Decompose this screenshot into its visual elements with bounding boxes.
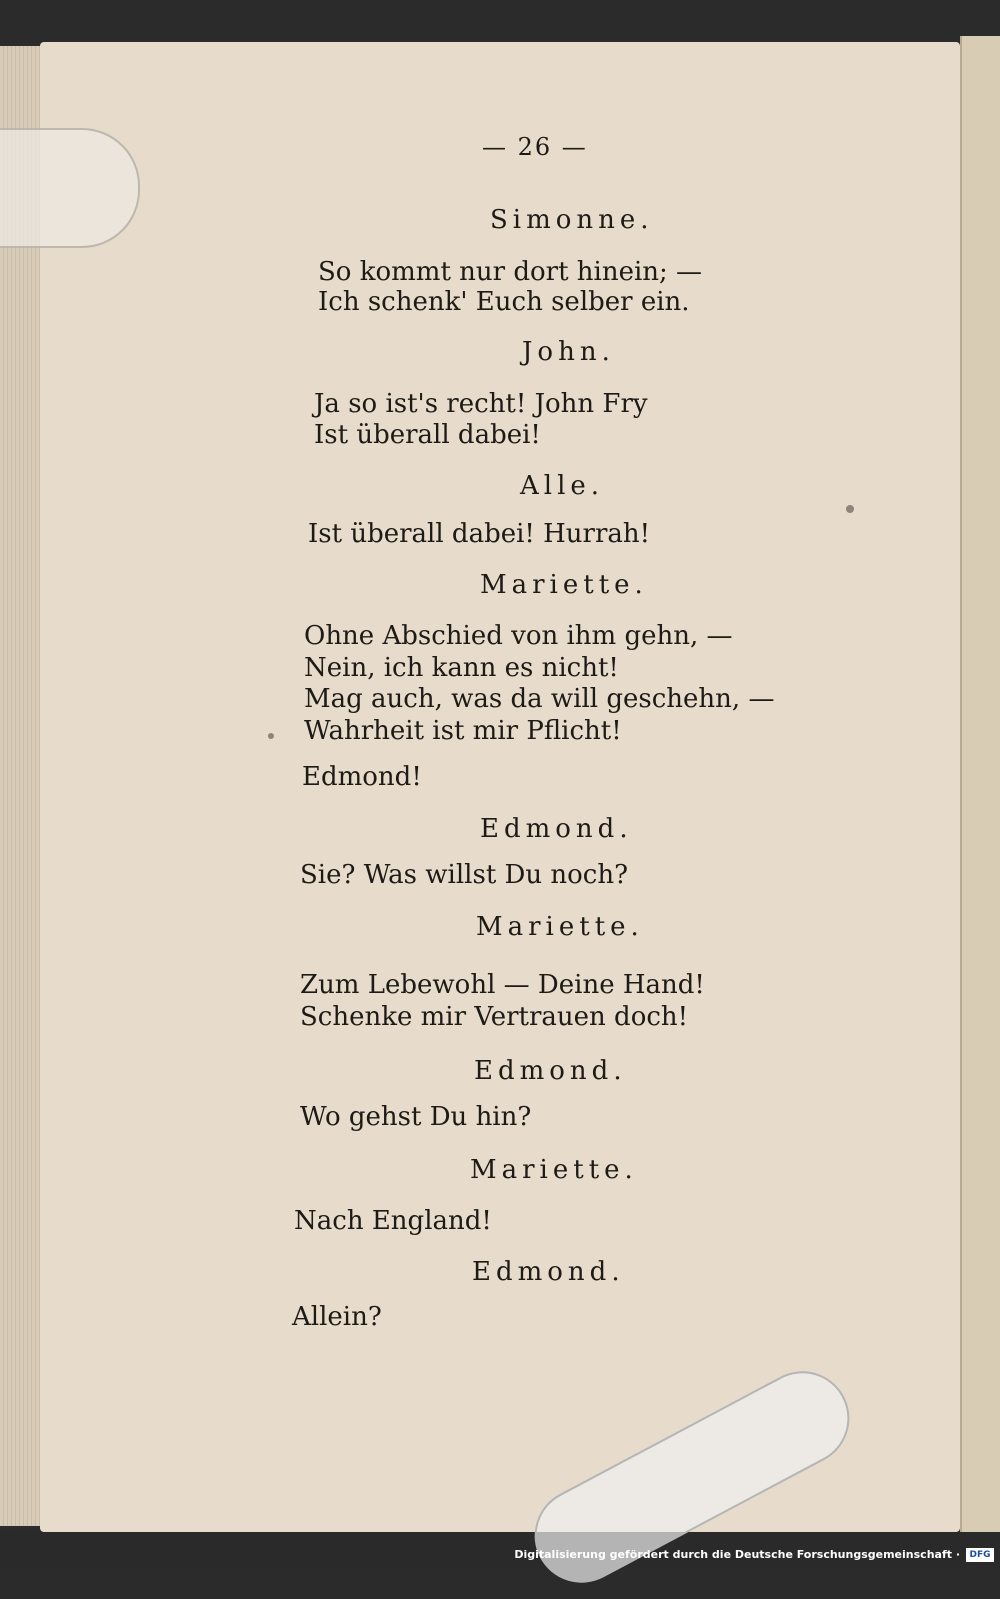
verse-line: Schenke mir Vertrauen doch!: [300, 1002, 689, 1032]
paper-speck: [846, 505, 854, 513]
speaker-name: Alle.: [520, 471, 605, 501]
verse-line: Nein, ich kann es nicht!: [304, 653, 619, 683]
speaker-name: Edmond.: [472, 1257, 625, 1287]
speaker-name: Edmond.: [474, 1056, 627, 1086]
verse-line: Allein?: [292, 1302, 382, 1332]
verse-line: Zum Lebewohl — Deine Hand!: [300, 970, 705, 1000]
speaker-name: John.: [522, 337, 615, 367]
paper-speck: [268, 733, 274, 739]
verse-line: Ist überall dabei!: [314, 420, 541, 450]
verse-line: Wahrheit ist mir Pflicht!: [304, 716, 622, 746]
verse-line: Mag auch, was da will geschehn, —: [304, 684, 775, 714]
verse-line: Nach England!: [294, 1206, 492, 1236]
verse-line: So kommt nur dort hinein; —: [318, 257, 703, 287]
digitization-credit: Digitalisierung gefördert durch die Deutsche Forschungsgemeinschaft ·: [514, 1548, 960, 1561]
speaker-name: Simonne.: [490, 205, 654, 235]
book-page-edges: [0, 46, 44, 1526]
verse-line: Ohne Abschied von ihm gehn, —: [304, 621, 733, 651]
verse-line: Ja so ist's recht! John Fry: [314, 389, 648, 419]
verse-line: Wo gehst Du hin?: [300, 1102, 532, 1132]
facing-page-edge: [960, 36, 1000, 1536]
speaker-name: Mariette.: [476, 912, 644, 942]
verse-line: Ich schenk' Euch selber ein.: [318, 287, 690, 317]
speaker-name: Mariette.: [480, 570, 648, 600]
verse-line: Ist überall dabei! Hurrah!: [308, 519, 651, 549]
dfg-logo: DFG: [966, 1548, 994, 1562]
verse-line: Edmond!: [302, 762, 422, 792]
verse-line: Sie? Was willst Du noch?: [300, 860, 629, 890]
speaker-name: Edmond.: [480, 814, 633, 844]
page-holder-tab: [0, 128, 140, 248]
speaker-name: Mariette.: [470, 1155, 638, 1185]
page-number: — 26 —: [482, 133, 588, 161]
